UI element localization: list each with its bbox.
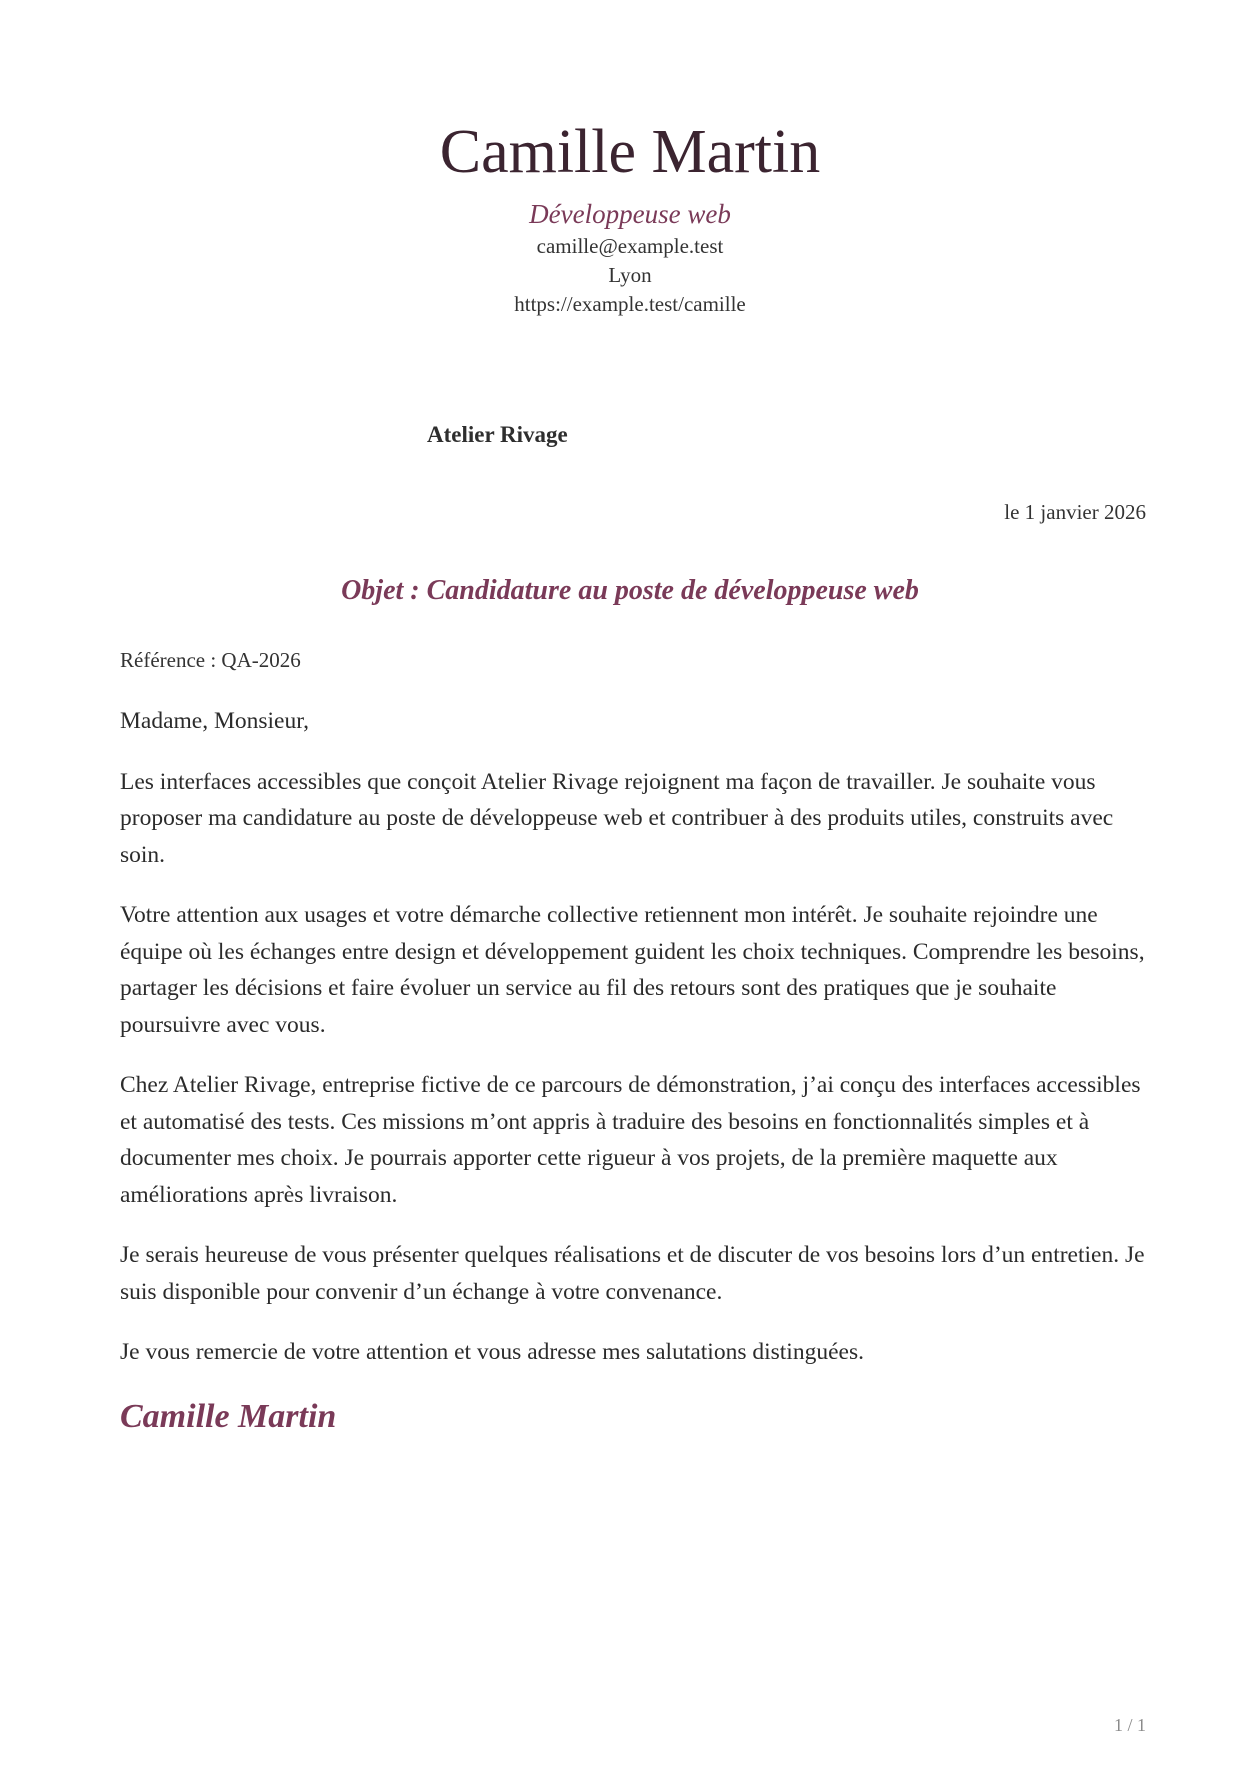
reference-line: Référence : QA-2026 — [120, 648, 301, 672]
letter-header — [0, 112, 1260, 319]
recipient-company: Atelier Rivage — [427, 422, 568, 447]
sender-email: camille@example.test — [536, 234, 724, 258]
body-paragraph: Les interfaces accessibles que conçoit Atelier Rivage rejoignent ma façon de travailler. Je souhaite vous proposer ma candidature au poste de développeuse web et contribuer à des produits utiles, construits avec soin. — [120, 768, 1114, 868]
salutation: Madame, Monsieur, — [120, 708, 309, 734]
body-paragraph: Votre attention aux usages et votre démarche collective retiennent mon intérêt. Je souhaite rejoindre une équipe où les échanges entre design et développement guident les choix techniques. Comprendre les besoins, partager les décisions et faire évoluer un service au fil des retours sont des pratiques que je souhaite poursuivre avec vous. — [120, 902, 1145, 1038]
letter-subject: Objet : Candidature au poste de développeuse web — [341, 575, 919, 606]
sender-city: Lyon — [608, 263, 652, 287]
sender-title: Développeuse web — [529, 199, 731, 229]
page-number: 1 / 1 — [1113, 1715, 1146, 1735]
closing-paragraph: Je vous remercie de votre attention et vous adresse mes salutations distinguées. — [120, 1339, 864, 1365]
sender-name: Camille Martin — [439, 118, 821, 186]
letter-date: le 1 janvier 2026 — [1004, 500, 1146, 524]
body-paragraph: Chez Atelier Rivage, entreprise fictive de ce parcours de démonstration, j’ai conçu des interfaces accessibles et automatisé des tests. Ces missions m’ont appris à traduire des besoins en fonctionnalités simples et à documenter mes choix. Je pourrais apporter cette rigueur à vos projets, de la première maquette aux améliorations après livraison. — [120, 1072, 1141, 1208]
sender-website: https://example.test/camille — [514, 292, 746, 316]
signature: Camille Martin — [120, 1397, 337, 1435]
letter-body — [120, 645, 1150, 1439]
body-paragraph: Je serais heureuse de vous présenter quelques réalisations et de discuter de vos besoins lors d’un entretien. Je suis disponible pour convenir d’un échange à votre convenance. — [120, 1242, 1145, 1305]
